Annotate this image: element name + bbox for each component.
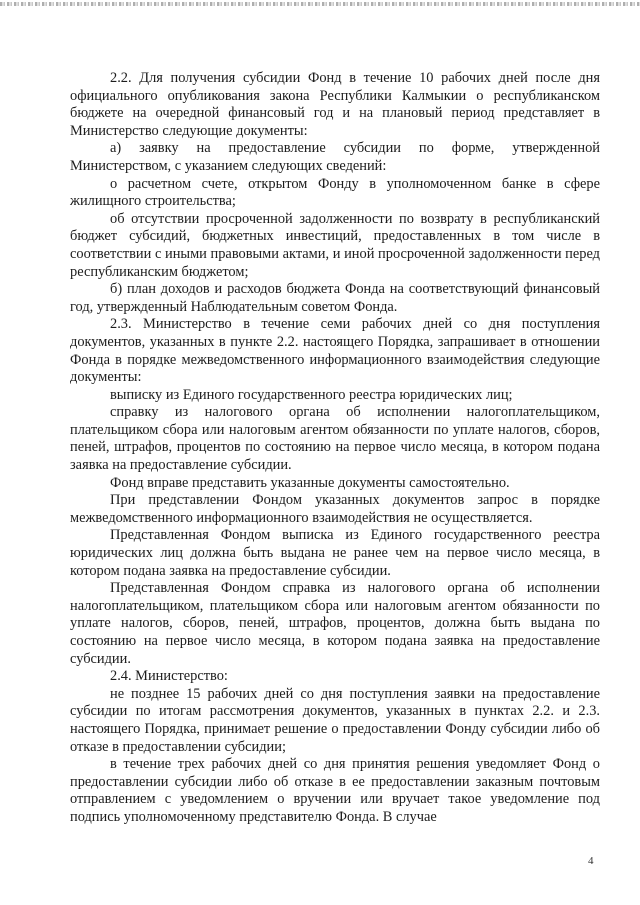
paragraph-decision: не позднее 15 рабочих дней со дня поступления заявки на предоставление субсидии по итогам рассмотрения документов, указанных в пунктах 2.2. и 2.3. настоящего Порядка, принимает решение о предоставлении Фонду субсидии либо об отказе в предоставлении субсидии; [70,685,600,755]
paragraph-certificate-date: Представленная Фондом справка из налогового органа об исполнении налогоплательщиком, плательщиком сбора или налоговым агентом обязанности по уплате налогов, сборов, пеней, штрафов, процентов, должна быть выдана по состоянию на первое число месяца, в котором подана заявка на предоставление субсидии. [70,580,600,667]
paragraph-2-3: 2.3. Министерство в течение семи рабочих дней со дня поступления документов, указанных в пункте 2.2. настоящего Порядка, запрашивает в отношении Фонда в порядке межведомственного информационного взаимодействия следующие документы: [70,316,600,386]
paragraph-extract-date: Представленная Фондом выписка из Единого государственного реестра юридических лиц должна быть выдана не ранее чем на первое число месяца, в котором подана заявка на предоставление субсидии. [70,527,600,579]
paragraph-fund-right: Фонд вправе представить указанные документы самостоятельно. [110,474,510,491]
paragraph-2-2-b: б) план доходов и расходов бюджета Фонда на соответствующий финансовый год, утвержденный Наблюдательным советом Фонда. [70,281,600,315]
paragraph-2-2: 2.2. Для получения субсидии Фонд в течение 10 рабочих дней после дня официального опубликования закона Республики Калмыкии о республиканском бюджете на очередной финансовый год и на плановый период представляет в Министерство следующие документы: [70,70,600,139]
paragraph-registry-extract: выписку из Единого государственного реестра юридических лиц; [110,386,513,403]
paragraph-tax-certificate: справку из налогового органа об исполнении налогоплательщиком, плательщиком сбора или налоговым агентом обязанности по уплате налогов, сборов, пеней, штрафов, процентов по состоянию на первое число месяца, в котором подана заявка на предоставление субсидии. [70,404,600,474]
paragraph-2-2-a: а) заявку на предоставление субсидии по форме, утвержденной Министерством, с указанием следующих сведений: [70,140,600,174]
page-number: 4 [588,855,594,867]
paragraph-no-request: При представлении Фондом указанных документов запрос в порядке межведомственного информационного взаимодействия не осуществляется. [70,492,600,526]
paragraph-2-4: 2.4. Министерство: [110,668,228,685]
document-body [70,70,600,827]
paragraph-no-debt: об отсутствии просроченной задолженности по возврату в республиканский бюджет субсидий, бюджетных инвестиций, предоставленных в том числе в соответствии с иными правовыми актами, и иной просроченной задолженности перед республиканским бюджетом; [70,210,600,280]
paragraph-account: о расчетном счете, открытом Фонду в уполномоченном банке в сфере жилищного строительства; [70,175,600,210]
scan-edge-artifact [0,2,640,6]
paragraph-notification: в течение трех рабочих дней со дня принятия решения уведомляет Фонд о предоставлении субсидии либо об отказе в ее предоставлении заказным почтовым отправлением с уведомлением о вручении или вручает такое уведомление под подпись уполномоченному представителю Фонда. В случае [70,756,600,825]
